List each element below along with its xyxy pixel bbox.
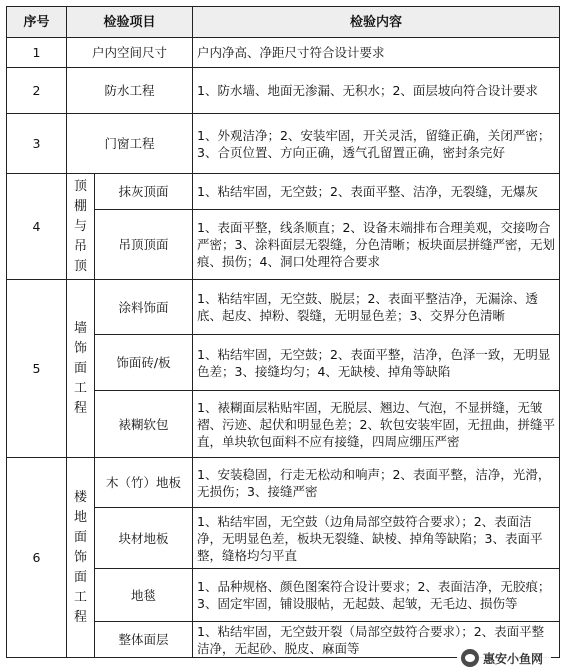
inspection-content: 1、粘结牢固，无空鼓、脱层；2、表面平整洁净，无漏涂、透底、起皮、掉粉、裂缝，无明显色差；3、交界分色清晰: [193, 280, 560, 335]
header-no: 序号: [7, 7, 67, 38]
table-row: [7, 458, 560, 508]
group-label: [67, 174, 95, 280]
watermark-text: 惠安小鱼网: [482, 651, 543, 666]
inspection-table: [6, 6, 560, 658]
row-number: 2: [7, 68, 67, 114]
inspection-content: 1、粘结牢固，无空鼓开裂（局部空鼓符合要求）；2、表面平整洁净，无起砂、脱皮、麻面等: [193, 622, 560, 658]
row-number: 3: [7, 114, 67, 174]
inspection-item: 户内空间尺寸: [67, 38, 193, 68]
row-number: 5: [7, 280, 67, 458]
inspection-content: 1、表面平整，线条顺直；2、设备末端排布合理美观，交接吻合严密；3、涂料面层无裂缝，分色清晰；板块面层拼缝严密，无划痕、损伤；4、洞口处理符合要求: [193, 210, 560, 280]
inspection-item: 整体面层: [95, 622, 193, 658]
inspection-item: 门窗工程: [67, 114, 193, 174]
inspection-content: 1、安装稳固，行走无松动和响声；2、表面平整，洁净，光滑，无损伤；3、接缝严密: [193, 458, 560, 508]
inspection-content: 户内净高、净距尺寸符合设计要求: [193, 38, 560, 68]
inspection-content: 1、外观洁净；2、安装牢固，开关灵活，留缝正确，关闭严密；3、合页位置、方向正确，透气孔留置正确，密封条完好: [193, 114, 560, 174]
header-content: 检验内容: [193, 7, 560, 38]
table-row: [7, 174, 560, 210]
inspection-item: 饰面砖/板: [95, 335, 193, 391]
fish-logo-icon: [461, 649, 479, 667]
group-label: [67, 280, 95, 458]
watermark: [457, 647, 551, 669]
inspection-item: 地毯: [95, 569, 193, 622]
header-row: [7, 7, 560, 38]
table-row: [7, 38, 560, 68]
inspection-item: 块材地板: [95, 508, 193, 569]
table-row: [7, 114, 560, 174]
row-number: 1: [7, 38, 67, 68]
group-label-text: 墙饰面工程: [73, 320, 87, 416]
inspection-content: 1、粘结牢固，无空鼓；2、表面平整、洁净，无裂缝，无爆灰: [193, 174, 560, 210]
group-label-text: 楼地面饰面工程: [73, 489, 87, 625]
group-label-text: 顶棚与吊顶: [73, 178, 87, 274]
row-number: 4: [7, 174, 67, 280]
table-row: [7, 68, 560, 114]
inspection-content: 1、粘结牢固，无空鼓；2、表面平整，洁净，色泽一致，无明显色差；3、接缝均匀；4、无缺棱、掉角等缺陷: [193, 335, 560, 391]
inspection-content: 1、防水墙、地面无渗漏、无积水；2、面层坡向符合设计要求: [193, 68, 560, 114]
inspection-item: 木（竹）地板: [95, 458, 193, 508]
inspection-item: 抹灰顶面: [95, 174, 193, 210]
inspection-item: 裱糊软包: [95, 391, 193, 458]
inspection-content: 1、品种规格、颜色图案符合设计要求；2、表面洁净，无胶痕；3、固定牢固，铺设服帖，无起鼓、起皱，无毛边、损伤等: [193, 569, 560, 622]
header-item: 检验项目: [67, 7, 193, 38]
inspection-content: 1、裱糊面层粘贴牢固，无脱层、翘边、气泡，不显拼缝，无皱褶、污迹、起伏和明显色差；2、软包安装牢固，无扭曲，拼缝平直，单块软包面料不应有接缝，四周应绷压严密: [193, 391, 560, 458]
table-row: [7, 280, 560, 335]
row-number: 6: [7, 458, 67, 658]
inspection-item: 涂料饰面: [95, 280, 193, 335]
inspection-item: 吊顶顶面: [95, 210, 193, 280]
group-label: [67, 458, 95, 658]
inspection-item: 防水工程: [67, 68, 193, 114]
inspection-content: 1、粘结牢固，无空鼓（边角局部空鼓符合要求）；2、表面洁净，无明显色差，板块无裂缝、缺棱、掉角等缺陷；3、表面平整，缝格均匀平直: [193, 508, 560, 569]
